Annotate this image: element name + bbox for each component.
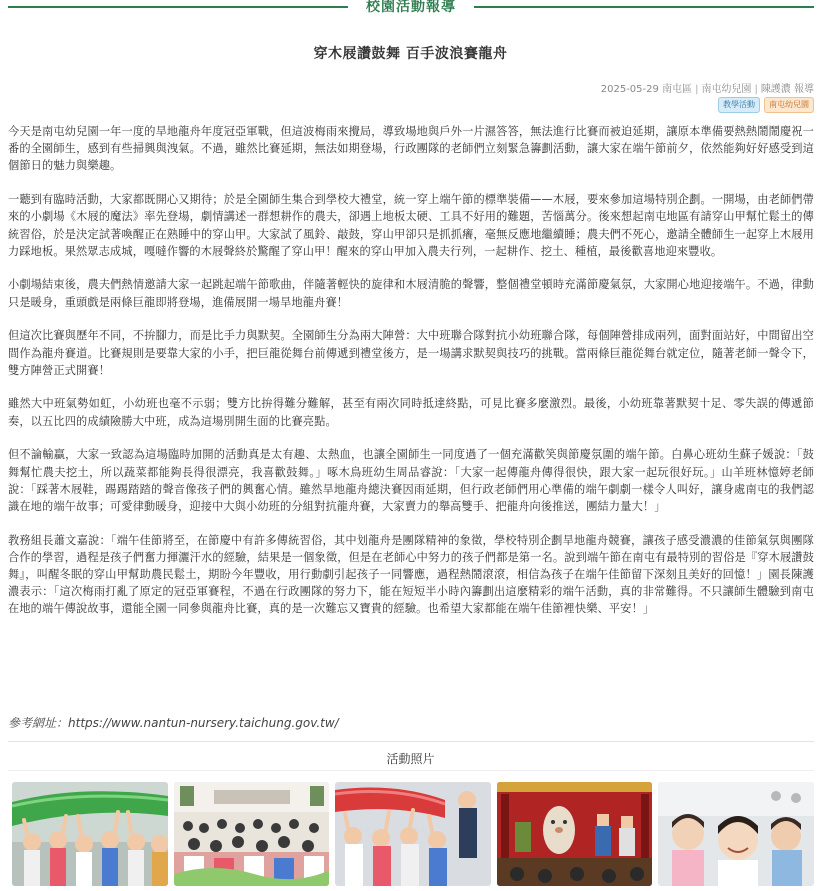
photo-stage-mascot[interactable] [497, 782, 653, 886]
header-line-left [8, 6, 348, 8]
article-date: 2025-05-29 [600, 84, 659, 95]
photo-children-smiling[interactable] [658, 782, 814, 886]
article-paragraph: 但這次比賽與歷年不同，不拚腳力，而是比手力與默契。全園師生分為兩大陣營：大中班聯合隊對抗小幼班聯合隊，每個陣營排成兩列，面對面站好，中間留出空間作為龍舟賽道。比賽規則是要靠大家的小手，把巨龍從舞台前傳遞到禮堂後方，是一場講求默契與技巧的挑戰。當兩條巨龍從舞台就定位，隨著老師一聲令下，雙方陣營正式開賽！ [8, 329, 814, 377]
article-paragraph: 但不論輸贏，大家一致認為這場臨時加開的活動真是太有趣、太熱血，也讓全園師生一同度過了一個充滿歡笑與節慶氛圍的端午節。白鼻心班幼生蘇子媛說：「鼓舞幫忙農夫挖土，所以蔬菜都能夠長得很漂亮，我喜歡鼓舞。」啄木鳥班幼生周品睿說：「大家一起傳龍舟傳得很快，跟大家一起玩很好玩。」山羊班林憶婷老師說：「踩著木屐鞋，踢踢踏踏的聲音像孩子們的興奮心情。雖然旱地龍舟總決賽因雨延期，但行政老師們用心準備的端午劇劇一樣令人叫好，讓身處南屯的我們認識在地的端午故事；可愛律動暖身，迎接中大與小幼班的分組對抗龍舟賽，大家賣力的舉高雙手、把龍舟向後推送，團結力量大！」 [8, 448, 814, 513]
section-title: 校園活動報導 [366, 0, 456, 15]
photo-dragon-red[interactable] [335, 782, 491, 886]
reference-link[interactable]: https://www.nantun-nursery.taichung.gov.tw/ [68, 716, 339, 730]
article-paragraph: 雖然大中班氣勢如虹，小幼班也毫不示弱；雙方比拚得難分難解，甚至有兩次同時抵達終點，可見比賽多麼激烈。最後，小幼班靠著默契十足、零失誤的傳遞節奏，以五比四的成績險勝大中班，成為這場別開生面的比賽亮點。 [8, 397, 814, 428]
tag-school[interactable]: 南屯幼兒園 [764, 97, 814, 113]
article-paragraph: 一聽到有臨時活動，大家都既開心又期待；於是全園師生集合到學校大禮堂，統一穿上端午節的標準裝備——木屐，要來參加這場特別企劃。一開場，由老師們帶來的小劇場《木屐的魔法》率先登場，劇情講述一群想耕作的農夫，卻遇上地板太硬、工具不好用的難題，苦惱萬分。後來想起南屯地區有請穿山甲幫忙鬆土的傳統習俗，於是決定試著喚醒正在熟睡中的穿山甲。大家試了風鈴、敲鼓，穿山甲卻只是抓抓癢，毫無反應地繼續睡；農夫們不死心，邀請全體師生一起穿上木屐用力踩地板。果然眾志成城，嘎噠作響的木屐聲終於驚醒了穿山甲！醒來的穿山甲加入農夫行列，一起耕作、挖土、種植，最後歡喜地迎來豐收。 [8, 193, 814, 258]
reference [8, 714, 339, 731]
photo-hall-crowd[interactable] [174, 782, 330, 886]
article-paragraph: 教務組長蕭文嘉說：「端午佳節將至，在節慶中有許多傳統習俗，其中划龍舟是團隊精神的象徵，學校特別企劃旱地龍舟競賽，讓孩子感受濃濃的佳節氣氛與團隊合作的學習，過程是孩子們奮力揮灑汗水的經驗，結果是一個象徵，但是在老師心中努力的孩子們都是第一名。說到端午節在南屯有最特別的習俗是『穿木屐讚鼓舞』，叫醒冬眠的穿山甲幫助農民鬆土，期盼今年豐收，用行動劇引起孩子一同響應，過程熱鬧滾滾，相信為孩子在端午佳節留下深刻且美好的回憶！」園長陳護濃表示：「這次梅雨打亂了原定的冠亞軍賽程，不過在行政團隊的努力下，能在短短半小時內籌劃出這麼精彩的端午活動，真的非常難得。不只讓師生體驗到南屯在地的端午傳說故事，還能全園一同參與龍舟比賽，真的是一次難忘又寶貴的經驗。也希望大家都能在端午佳節裡快樂、平安！」 [8, 533, 814, 616]
photo-children-smiling-icon [658, 782, 814, 886]
article-paragraph: 小劇場結束後，農夫們熱情邀請大家一起跳起端午節歌曲，伴隨著輕快的旋律和木屐清脆的聲響，整個禮堂頓時充滿節慶氣氛，大家開心地迎接端午。不過，律動只是暖身，重頭戲是兩條巨龍即將登場，進備展開一場旱地龍舟賽！ [8, 278, 814, 309]
article-school: 南屯幼兒園 [701, 84, 752, 95]
header-line-right [474, 6, 814, 8]
photo-gallery [12, 782, 814, 886]
photo-stage-mascot-icon [497, 782, 653, 886]
article-tags [718, 97, 814, 113]
photo-dragon-red-icon [335, 782, 491, 886]
photo-dragon-green-icon [12, 782, 168, 886]
article-paragraph: 今天是南屯幼兒園一年一度的旱地龍舟年度冠亞軍戰，但這波梅雨來攪局，導致場地與戶外一片濕答答，無法進行比賽而被迫延期，讓原本準備要熱熱鬧鬧慶祝一番的全園師生，感到有些掃興與洩氣。不過，雖然比賽延期，無法如期登場，行政團隊的老師們立刻緊急籌劃活動，讓大家在端午節前夕，依然能夠好好感受到這個節日的魅力與樂趣。 [8, 125, 814, 173]
article-body [8, 123, 814, 634]
divider [8, 770, 814, 771]
photos-title: 活動照片 [386, 752, 435, 766]
section-header [0, 0, 821, 16]
divider [8, 741, 814, 742]
photo-dragon-green[interactable] [12, 782, 168, 886]
tag-teaching-activity[interactable]: 教學活動 [718, 97, 760, 113]
reference-label: 參考網址： [8, 716, 69, 730]
article-district: 南屯區 [662, 84, 693, 95]
article-title: 穿木屐讚鼓舞 百手波浪賽龍舟 [313, 46, 508, 62]
article-author: 陳護濃 報導 [760, 84, 814, 95]
photo-hall-crowd-icon [174, 782, 330, 886]
article-meta: 2025-05-29 南屯區 | 南屯幼兒園 | 陳護濃 報導 [600, 84, 814, 95]
